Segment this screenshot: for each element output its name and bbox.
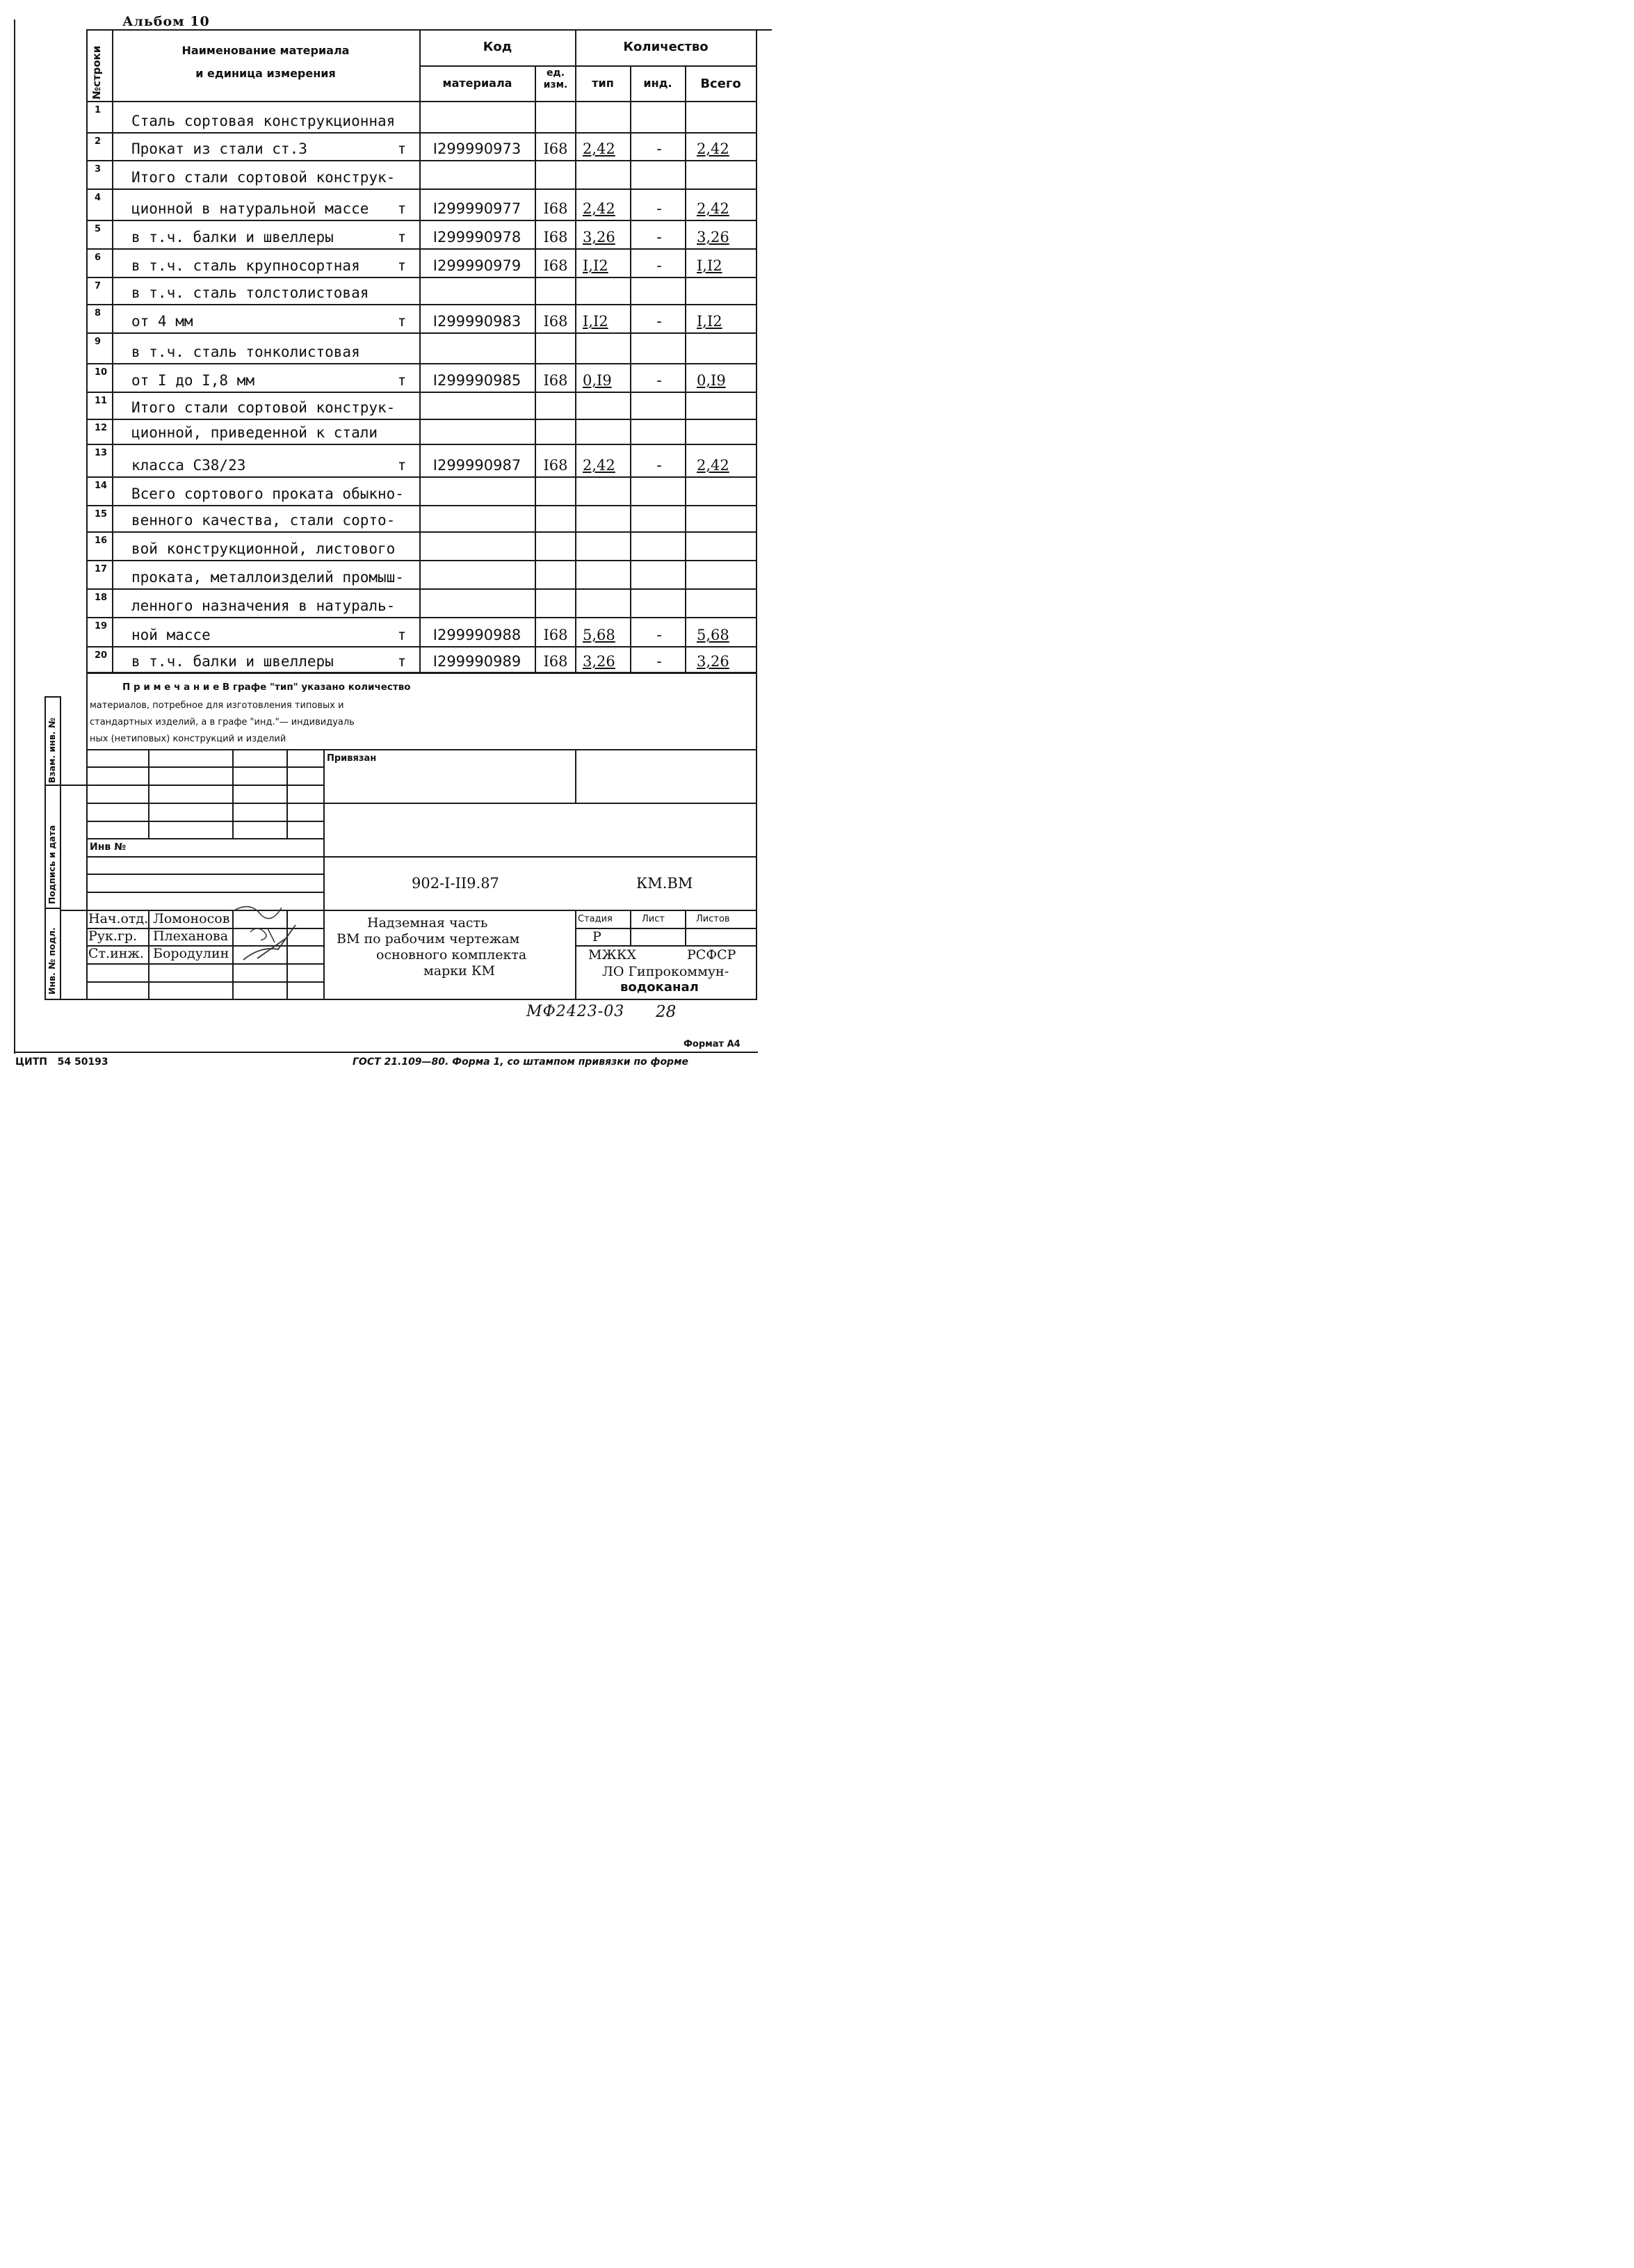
row-separator (86, 617, 757, 618)
stamp-top-line (86, 749, 757, 750)
row-qty-ind: - (656, 257, 662, 274)
row-unit: т (397, 457, 407, 474)
stamp-line-stage2 (575, 945, 757, 947)
header-code: Код (483, 40, 512, 54)
stamp-privyazan: Привязан (327, 753, 377, 764)
note-line1: П р и м е ч а н и е В графе "тип" указано количество (122, 682, 411, 693)
stamp-sheets-label: Листов (696, 914, 730, 924)
stamp-vline-a2 (148, 910, 149, 999)
row-number: 7 (95, 281, 102, 291)
row-qty-type: 5,68 (583, 627, 615, 643)
side-sep2 (45, 908, 61, 909)
header-split-line (419, 65, 757, 67)
stamp-org-2: ЛО Гипрокоммун- (602, 964, 729, 979)
row-name: в т.ч. балки и швеллеры (131, 229, 334, 246)
row-separator (86, 220, 757, 221)
row-number: 14 (95, 481, 108, 491)
staff-role-3: Ст.инж. (88, 946, 144, 961)
stamp-line-stage1 (575, 928, 757, 929)
row-code: I299990973 (432, 140, 521, 157)
row-separator (86, 132, 757, 134)
row-qty-type: 2,42 (583, 457, 615, 474)
row-number: 5 (95, 224, 102, 234)
row-qty-ind: - (656, 457, 662, 474)
row-unit: т (397, 257, 407, 274)
row-separator (86, 160, 757, 161)
staff-role-1: Нач.отд. (88, 911, 149, 926)
row-qty-ind: - (656, 200, 662, 217)
row-qty-type: I,I2 (583, 313, 608, 330)
stamp-stage-label: Стадия (578, 914, 613, 924)
note-line2: материалов, потребное для изготовления типовых и (90, 700, 344, 711)
row-code: I299990985 (432, 372, 521, 389)
row-qty-total: I,I2 (697, 313, 722, 330)
stamp-line-r1 (323, 803, 757, 804)
row-name: ной массе (131, 627, 211, 643)
row-qty-total: 3,26 (697, 653, 729, 670)
left-margin-line (14, 19, 15, 1054)
row-name: в т.ч. сталь крупносортная (131, 257, 360, 274)
side-top-line (45, 696, 61, 698)
row-number: 10 (95, 367, 108, 378)
row-qty-type: 0,I9 (583, 372, 612, 389)
footer-format: Формат А4 (683, 1039, 741, 1049)
row-name: от 4 мм (131, 313, 193, 330)
footer-right: ГОСТ 21.109—80. Форма 1, со штампом привязки по форме (353, 1056, 689, 1068)
row-separator (86, 277, 757, 278)
row-unit-code: I68 (543, 653, 568, 670)
table-right-border (756, 29, 757, 999)
side-column-right (60, 696, 61, 999)
row-qty-type: 3,26 (583, 229, 615, 246)
row-qty-total: 2,42 (697, 200, 729, 217)
row-qty-total: 5,68 (697, 627, 729, 643)
row-qty-total: I,I2 (697, 257, 722, 274)
row-separator (86, 560, 757, 561)
stamp-line-l7 (86, 874, 323, 875)
row-unit-code: I68 (543, 457, 568, 474)
row-name: венного качества, стали сорто- (131, 512, 396, 529)
col-line-rownum (112, 29, 113, 673)
stamp-line-l8 (86, 892, 323, 893)
row-separator (86, 248, 757, 250)
side-sep1 (45, 785, 61, 786)
row-unit-code: I68 (543, 140, 568, 157)
stamp-line-r2 (323, 856, 757, 858)
header-code-unit: ед. изм. (543, 67, 568, 90)
row-name: в т.ч. балки и швеллеры (131, 653, 334, 670)
stamp-title-2: ВМ по рабочим чертежам (337, 931, 520, 947)
row-qty-ind: - (656, 627, 662, 643)
note-line3: стандартных изделий, а в графе "инд."— индивидуаль (90, 717, 355, 727)
stamp-vline-a (148, 749, 149, 838)
col-line-name (419, 29, 421, 673)
stamp-sheet-label: Лист (642, 914, 665, 924)
stamp-vline-main (323, 749, 325, 999)
row-code: I299990977 (432, 200, 521, 217)
row-number: 9 (95, 337, 102, 347)
row-name: ленного назначения в натураль- (131, 597, 396, 614)
row-separator (86, 646, 757, 648)
row-name: в т.ч. сталь тонколистовая (131, 344, 360, 360)
row-name: от I до I,8 мм (131, 372, 255, 389)
signatures (229, 897, 306, 967)
header-row-no: №строки (90, 45, 103, 99)
row-number: 4 (95, 193, 102, 203)
row-number: 3 (95, 164, 102, 175)
row-separator (86, 332, 757, 334)
row-separator (86, 188, 757, 190)
side-label-podpis: Подпись и дата (47, 825, 57, 904)
side-label-invpodl: Инв. № подл. (47, 927, 57, 995)
table-bottom-line (86, 672, 757, 673)
staff-name-2: Плеханова (153, 928, 229, 944)
row-number: 19 (95, 621, 108, 632)
row-unit: т (397, 627, 407, 643)
header-bottom-line (86, 101, 757, 102)
note-line4: ных (нетиповых) конструкций и изделий (90, 734, 286, 744)
stamp-bottom-line (45, 999, 757, 1000)
row-separator (86, 505, 757, 506)
row-name: в т.ч. сталь толстолистовая (131, 284, 369, 301)
row-name: Сталь сортовая конструкционная (131, 113, 396, 129)
row-number: 20 (95, 650, 108, 661)
row-code: I299990987 (432, 457, 521, 474)
staff-name-1: Ломоносов (153, 911, 230, 926)
col-line-ind (630, 65, 631, 673)
row-separator (86, 392, 757, 393)
row-name: ционной в натуральной массе (131, 200, 369, 217)
row-qty-total: 0,I9 (697, 372, 726, 389)
stamp-vline-c (286, 749, 288, 838)
side-column-left (45, 696, 46, 999)
stamp-title-4: марки КМ (423, 963, 496, 979)
row-separator (86, 444, 757, 445)
stamp-line-l6 (86, 856, 323, 858)
row-qty-ind: - (656, 229, 662, 246)
row-separator (86, 531, 757, 533)
row-name: проката, металлоизделий промыш- (131, 569, 404, 586)
handwritten-ref: МФ2423-03 (526, 1003, 625, 1020)
row-name: Прокат из стали ст.3 (131, 140, 307, 157)
stamp-line-l2 (60, 785, 323, 786)
row-separator (86, 588, 757, 590)
row-number: 11 (95, 396, 108, 406)
table-left-border (86, 29, 88, 999)
row-qty-total: 3,26 (697, 229, 729, 246)
staff-role-2: Рук.гр. (88, 928, 138, 944)
stamp-title-1: Надземная часть (367, 915, 488, 931)
stamp-vline-sheet (630, 910, 631, 945)
row-number: 12 (95, 423, 108, 433)
stamp-vline-privyazan (575, 749, 576, 803)
row-name: Всего сортового проката обыкно- (131, 485, 404, 502)
row-qty-total: 2,42 (697, 140, 729, 157)
row-qty-ind: - (656, 653, 662, 670)
stamp-stage-value: Р (592, 929, 601, 944)
row-code: I299990989 (432, 653, 521, 670)
header-name-line2: и единица измерения (195, 67, 336, 80)
row-unit: т (397, 229, 407, 246)
header-qty-type: тип (592, 77, 614, 90)
row-unit: т (397, 372, 407, 389)
row-code: I299990983 (432, 313, 521, 330)
row-number: 18 (95, 593, 108, 603)
row-unit-code: I68 (543, 627, 568, 643)
row-unit: т (397, 200, 407, 217)
bottom-frame-line (14, 1052, 758, 1053)
stamp-doc-code: 902-I-II9.87 (412, 875, 499, 892)
row-number: 16 (95, 536, 108, 546)
row-separator (86, 304, 757, 305)
row-unit-code: I68 (543, 372, 568, 389)
header-code-material: материала (442, 77, 512, 90)
row-name: класса С38/23 (131, 457, 246, 474)
stamp-line-r3 (323, 910, 757, 911)
row-number: 17 (95, 564, 108, 574)
side-label-vzam: Взам. инв. № (47, 718, 57, 783)
row-unit: т (397, 140, 407, 157)
stamp-org-3: водоканал (620, 980, 699, 995)
row-qty-ind: - (656, 372, 662, 389)
row-unit-code: I68 (543, 257, 568, 274)
row-name: ционной, приведенной к стали (131, 424, 378, 441)
row-qty-type: 2,42 (583, 200, 615, 217)
row-name: Итого стали сортовой конструк- (131, 399, 396, 416)
row-number: 2 (95, 136, 102, 147)
row-number: 8 (95, 308, 102, 319)
staff-name-3: Бородулин (153, 946, 229, 961)
header-qty-ind: инд. (643, 77, 672, 90)
row-number: 6 (95, 252, 102, 263)
stamp-org-right: РСФСР (687, 947, 736, 963)
row-qty-type: 2,42 (583, 140, 615, 157)
row-code: I299990988 (432, 627, 521, 643)
row-qty-ind: - (656, 140, 662, 157)
handwritten-page: 28 (656, 1003, 677, 1021)
top-frame-line (86, 29, 772, 31)
stamp-line-l5 (86, 838, 323, 839)
row-code: I299990978 (432, 229, 521, 246)
row-qty-total: 2,42 (697, 457, 729, 474)
row-qty-type: I,I2 (583, 257, 608, 274)
row-unit-code: I68 (543, 313, 568, 330)
row-unit-code: I68 (543, 200, 568, 217)
row-name: вой конструкционной, листового (131, 540, 396, 557)
stamp-vline-stage (575, 910, 576, 999)
row-code: I299990979 (432, 257, 521, 274)
stamp-inv-no: Инв № (90, 842, 126, 853)
row-number: 15 (95, 509, 108, 520)
row-number: 13 (95, 448, 108, 458)
stamp-vline-b (232, 749, 234, 838)
album-label: Альбом 10 (122, 14, 210, 29)
row-unit: т (397, 313, 407, 330)
col-line-qty (575, 29, 576, 673)
row-qty-ind: - (656, 313, 662, 330)
row-unit: т (397, 653, 407, 670)
stamp-vline-sheets (685, 910, 686, 945)
stamp-title-3: основного комплекта (376, 947, 527, 963)
row-number: 1 (95, 105, 102, 115)
header-qty: Количество (623, 40, 709, 54)
stamp-doc-mark: КМ.ВМ (636, 875, 693, 892)
footer-left: ЦИТП 54 50193 (15, 1056, 108, 1068)
row-separator (86, 419, 757, 420)
row-separator (86, 476, 757, 478)
header-qty-total: Всего (700, 77, 741, 91)
row-qty-type: 3,26 (583, 653, 615, 670)
row-separator (86, 363, 757, 364)
stamp-org-left: МЖКХ (588, 947, 637, 963)
row-name: Итого стали сортовой конструк- (131, 169, 396, 186)
header-name-line1: Наименование материала (181, 44, 350, 57)
row-unit-code: I68 (543, 229, 568, 246)
